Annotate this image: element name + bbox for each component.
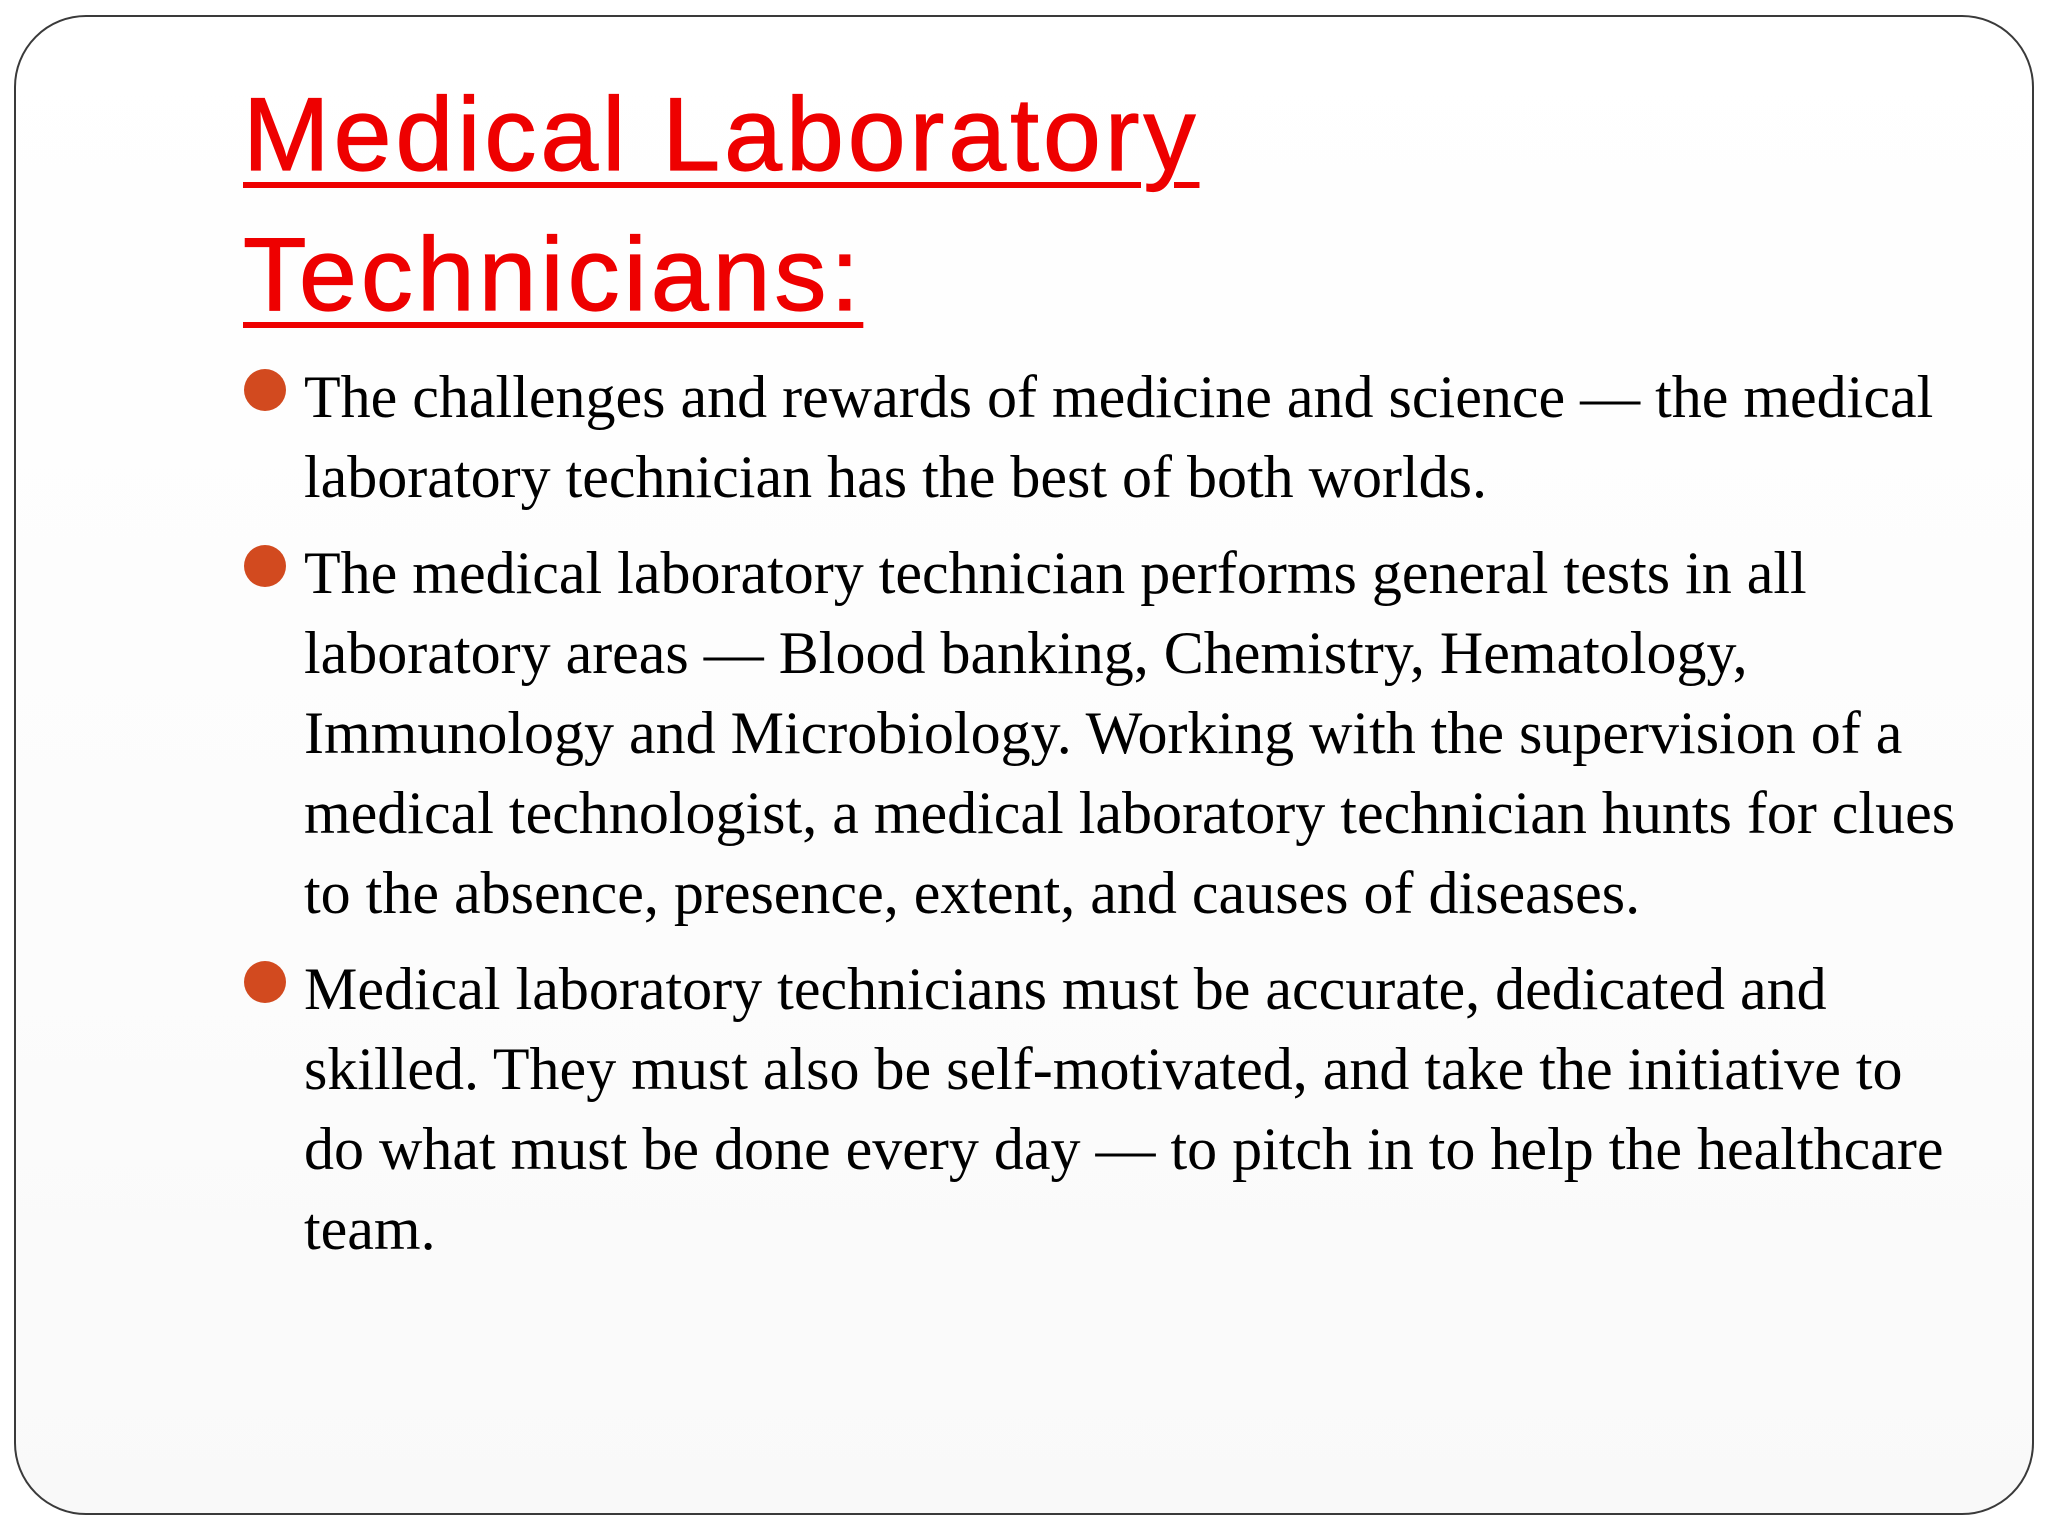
list-item [240, 949, 1960, 1269]
bullet-dot-icon [244, 369, 286, 411]
title-line-1: Medical Laboratory [243, 77, 1200, 193]
bullet-text: Medical laboratory technicians must be accurate, dedicated and skilled. They must also be self-motivated, and take the initiative to do what must be done every day — to pitch in to help the healthcare team. [304, 956, 1944, 1262]
bullet-text: The medical laboratory technician performs general tests in all laboratory areas — Blood banking, Chemistry, Hematology, Immunology and Microbiology. Working with the supervision of a medical technologist, a medical laboratory technician hunts for clues to the absence, presence, extent, and causes of diseases. [304, 540, 1956, 926]
list-item [240, 533, 1960, 933]
list-item [240, 357, 1960, 517]
bullet-list [240, 357, 1960, 1285]
title-line-2: Technicians: [243, 217, 864, 333]
bullet-text: The challenges and rewards of medicine and science — the medical laboratory technician has the best of both worlds. [304, 364, 1934, 510]
slide-frame [14, 15, 2034, 1515]
bullet-dot-icon [244, 961, 286, 1003]
slide-title [243, 65, 1199, 345]
bullet-dot-icon [244, 545, 286, 587]
